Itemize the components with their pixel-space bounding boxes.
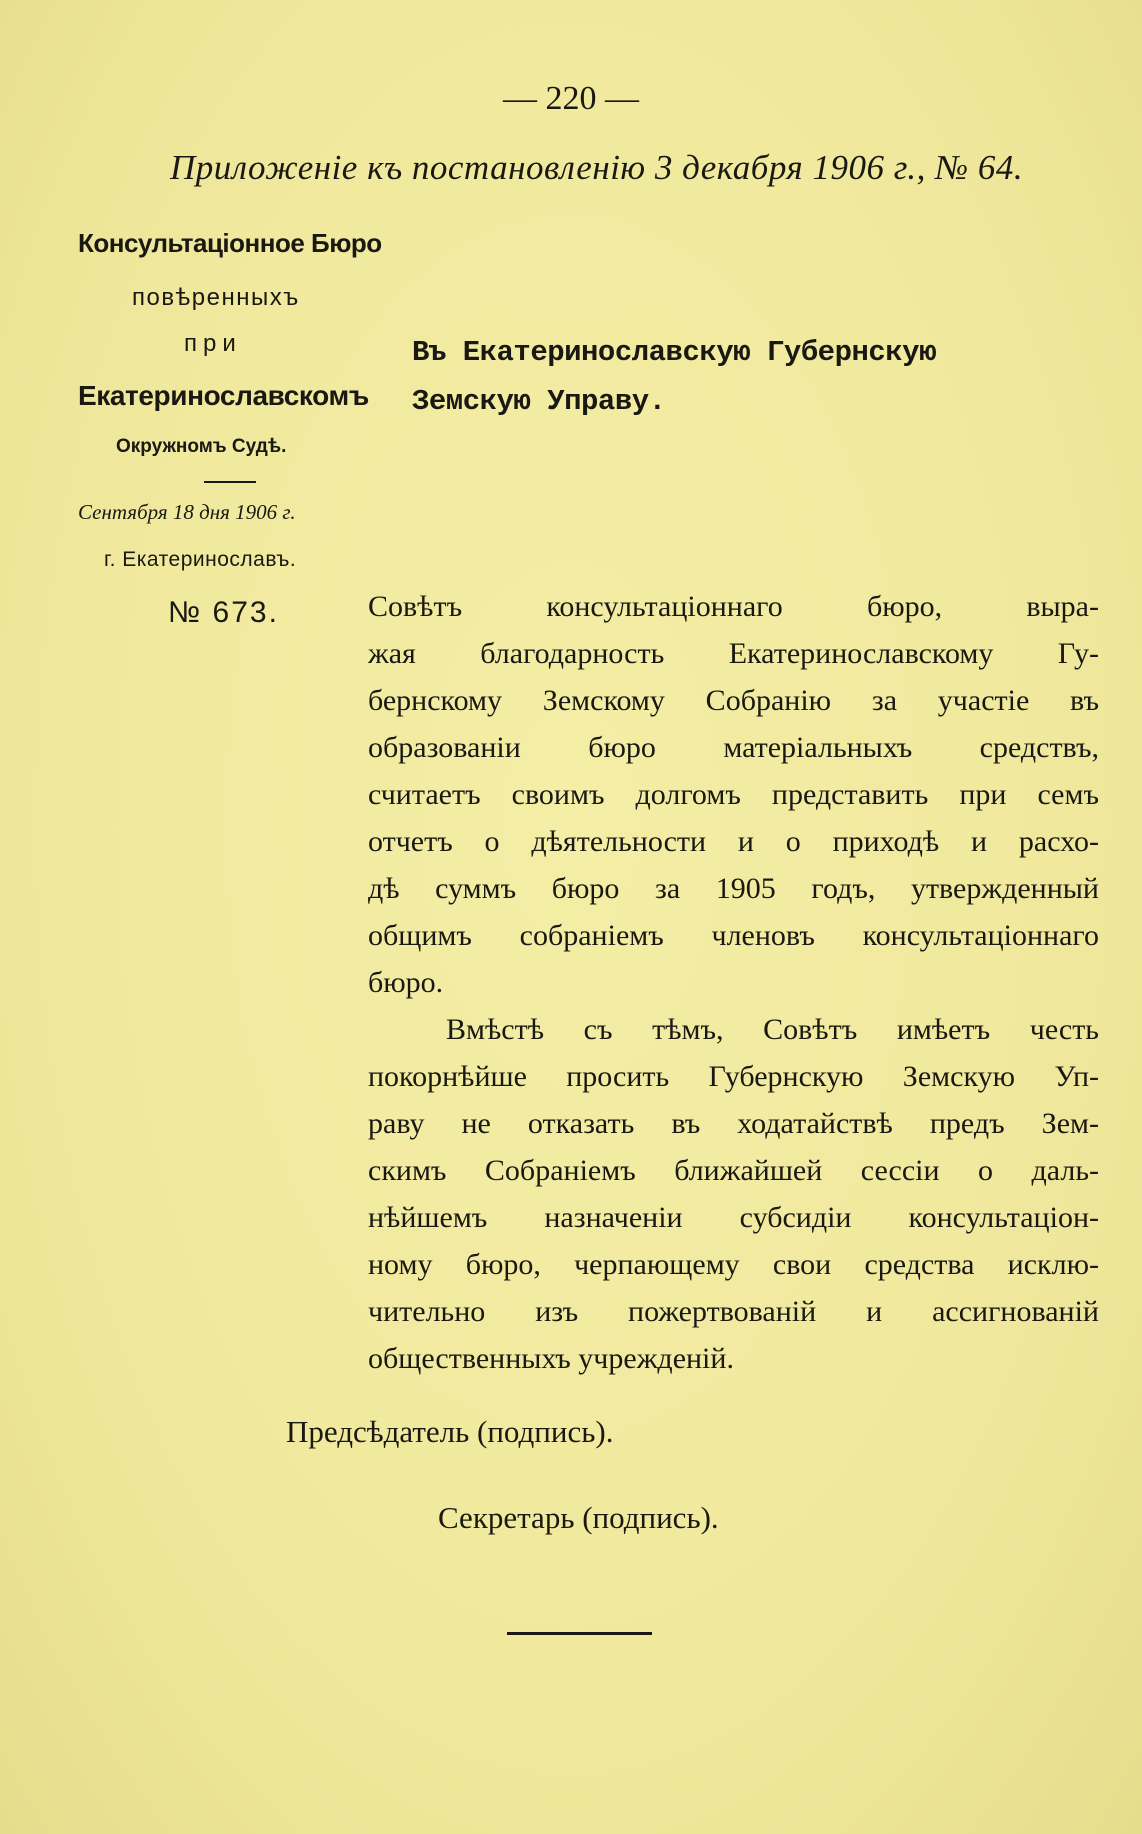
body-line: бернскому Земскому Собранiю за участiе въ (368, 684, 1099, 717)
body-line: бюро. (368, 966, 444, 999)
sender-org-line-3: при (184, 330, 242, 357)
chairman-signature: Предсѣдатель (подпись). (286, 1414, 614, 1449)
body-line: чительно изъ пожертвованiй и ассигнованiй (368, 1295, 1099, 1328)
page-number: — 220 — (503, 80, 639, 117)
sender-org-line-5: Окружномъ Судѣ. (116, 436, 287, 457)
body-line: ному бюро, черпающему свои средства исклю- (368, 1248, 1099, 1281)
appendix-title: Приложенiе къ постановленiю 3 декабря 1906 г., № 64. (170, 148, 1024, 187)
sender-org-line-4: Екатеринославскомъ (78, 380, 369, 411)
body-line: дѣ суммъ бюро за 1905 годъ, утвержденный (368, 872, 1099, 905)
body-line: образованiи бюро матерiальныхъ средствъ, (368, 731, 1099, 764)
addressee-line-1: Въ Екатеринославскую Губернскую (412, 336, 936, 369)
body-line: общимъ собранiемъ членовъ консультацiоннаго (368, 919, 1099, 952)
sender-org-line-2: повѣренныхъ (132, 284, 300, 311)
body-line: скимъ Собранiемъ ближайшей сессiи о даль- (368, 1154, 1099, 1187)
body-line: нѣйшемъ назначенiи субсидiи консультацiон- (368, 1201, 1099, 1234)
letter-city: г. Екатеринославъ. (104, 548, 297, 571)
body-line: раву не отказать въ ходатайствѣ предъ Зем- (368, 1107, 1099, 1140)
body-line: жая благодарность Екатеринославскому Гу- (368, 637, 1099, 670)
letter-date: Сентября 18 дня 1906 г. (78, 500, 296, 524)
body-line: отчетъ о дѣятельности и о приходѣ и расхо- (368, 825, 1099, 858)
body-line: Вмѣстѣ съ тѣмъ, Совѣтъ имѣетъ честь (446, 1013, 1099, 1046)
body-line: покорнѣйше просить Губернскую Земскую Уп- (368, 1060, 1099, 1093)
body-line: считаетъ своимъ долгомъ представить при семъ (368, 778, 1099, 811)
header-divider (204, 481, 256, 483)
closing-divider (507, 1632, 652, 1635)
secretary-signature: Секретарь (подпись). (438, 1500, 719, 1535)
body-line: общественныхъ учрежденiй. (368, 1342, 734, 1375)
body-line: Совѣтъ консультацiоннаго бюро, выра- (368, 590, 1099, 623)
document-number: № 673. (168, 596, 279, 629)
addressee-line-2: Земскую Управу. (412, 385, 666, 418)
sender-org-name: Консультацiонное Бюро (78, 228, 382, 258)
